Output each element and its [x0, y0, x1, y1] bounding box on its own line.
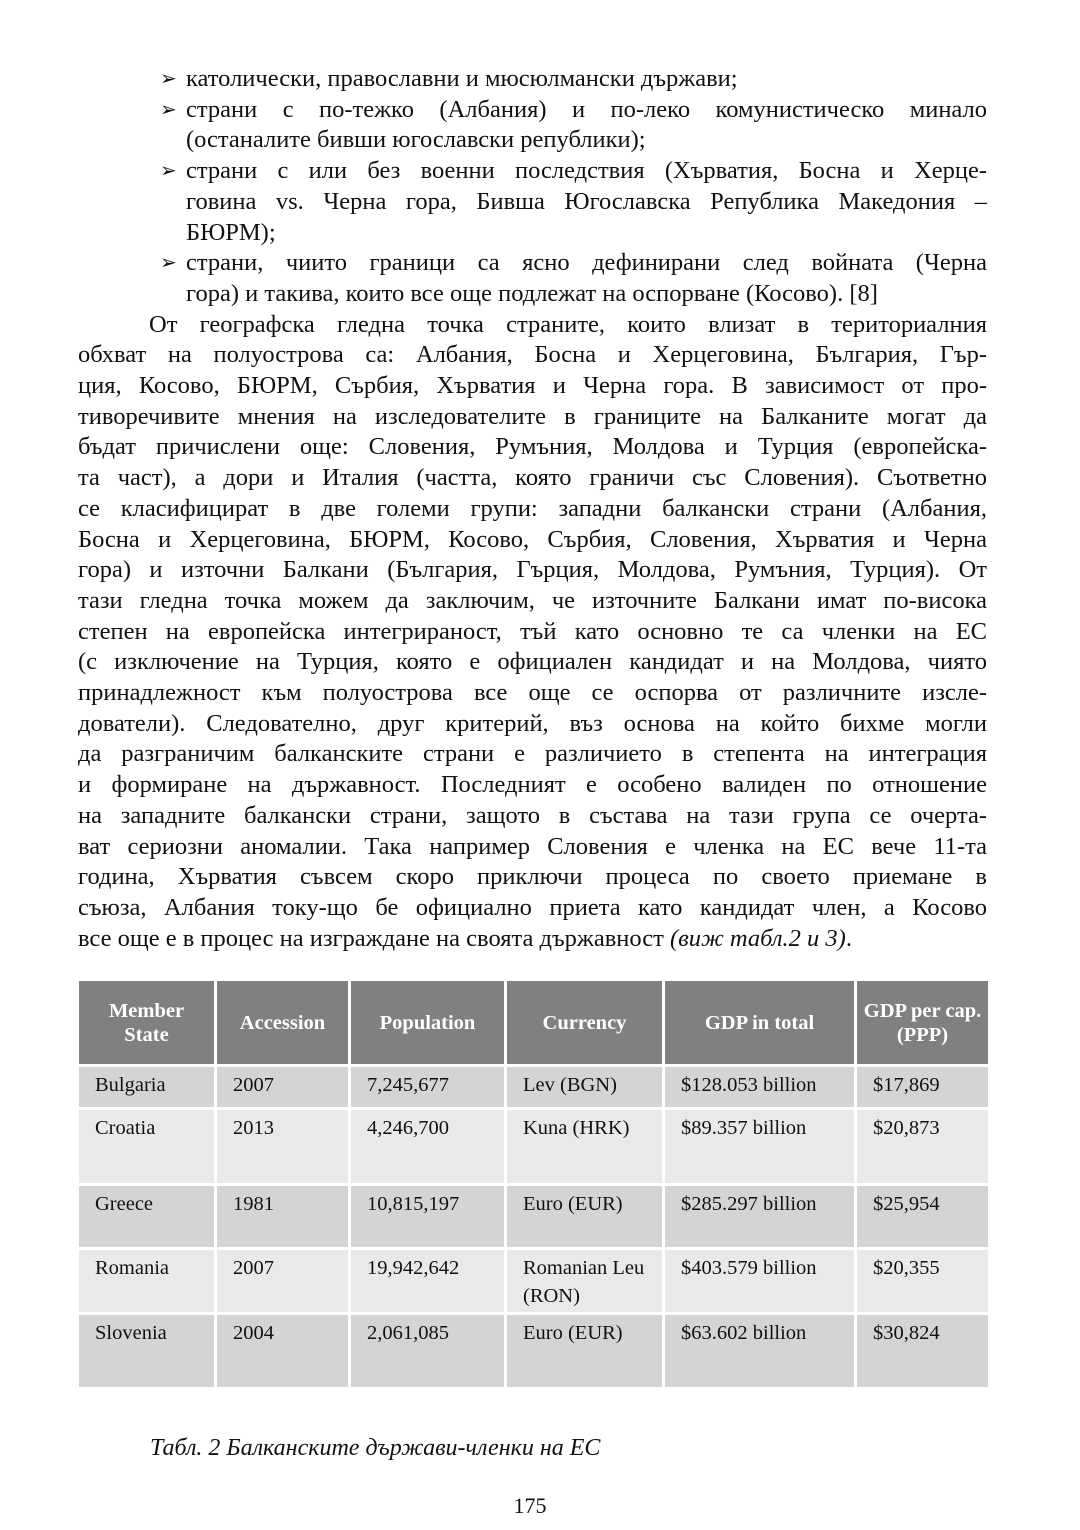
table-cell: Greece — [79, 1186, 214, 1247]
paragraph-last-line — [78, 924, 987, 955]
column-header: Member State — [79, 981, 214, 1064]
bullet-text — [186, 95, 987, 156]
table-cell: Euro (EUR) — [507, 1315, 662, 1387]
column-header: Accession — [217, 981, 348, 1064]
table-cell: $17,869 — [857, 1067, 988, 1107]
table-cell: Romanian Leu (RON) — [507, 1250, 662, 1312]
bullet-item — [78, 95, 987, 156]
table-caption: Табл. 2 Балканските държави-членки на ЕС — [150, 1435, 601, 1461]
arrow-bullet-icon: ➢ — [160, 252, 177, 275]
bullet-list — [78, 64, 987, 310]
bullet-text — [186, 156, 987, 248]
page-number: 175 — [513, 1493, 547, 1518]
last-line-text: все още е в процес на изграждане на своята държавност — [78, 924, 670, 952]
table-header-row — [79, 981, 988, 1064]
text-line: (останалите бивши югославски републики); — [186, 126, 646, 154]
text-line: ция, Косово, БЮРМ, Сърбия, Хърватия и Черна гора. В зависимост от про- — [78, 372, 987, 400]
bullet-item — [78, 64, 987, 95]
column-header: Currency — [507, 981, 662, 1064]
table-cell: 7,245,677 — [351, 1067, 504, 1107]
text-line: дователи). Следователно, друг критерий, въз основа на който бихме могли — [78, 709, 987, 737]
text-line: тази гледна точка можем да заключим, че източните Балкани имат по-висока — [78, 586, 987, 614]
table-row — [79, 1067, 988, 1107]
table-cell: $30,824 — [857, 1315, 988, 1387]
text-line: гора) и такива, които все още подлежат на оспорване (Косово). [8] — [186, 279, 878, 307]
text-line: ват сериозни аномалии. Така например Словения е членка на ЕС вече 11-та — [78, 832, 987, 860]
table-cell: $285.297 billion — [665, 1186, 854, 1247]
last-line-end: . — [845, 924, 852, 952]
column-header: GDP per cap. (PPP) — [857, 981, 988, 1064]
text-line: та част), а дори и Италия (частта, която граничи със Словения). Съответно — [78, 464, 987, 492]
table-cell: $403.579 billion — [665, 1250, 854, 1312]
bullet-item — [78, 156, 987, 248]
text-line: страни с по-тежко (Албания) и по-леко комунистическо минало — [186, 95, 987, 123]
table-cell: Croatia — [79, 1110, 214, 1183]
table-cell: 10,815,197 — [351, 1186, 504, 1247]
text-line: От географска гледна точка страните, които влизат в териториалния — [149, 310, 987, 338]
text-line: принадлежност към полуострова все още се оспорва от различните изсле- — [78, 679, 987, 707]
table-reference: (виж табл.2 и 3) — [669, 924, 846, 952]
text-line: католически, православни и мюсюлмански държави; — [186, 65, 738, 92]
text-line: обхват на полуострова са: Албания, Босна и Херцеговина, България, Гър- — [78, 341, 987, 369]
text-line: (с изключение на Турция, която е официален кандидат и на Молдова, чиято — [78, 648, 987, 676]
table-cell: Bulgaria — [79, 1067, 214, 1107]
text-line: съюза, Албания току-що бе официално приета като кандидат член, а Косово — [78, 893, 987, 921]
column-header: Population — [351, 981, 504, 1064]
table-cell: 2004 — [217, 1315, 348, 1387]
table-row — [79, 1250, 988, 1312]
table-cell: 2013 — [217, 1110, 348, 1183]
text-line: страни с или без военни последствия (Хърватия, Босна и Херце- — [186, 157, 987, 185]
table-cell: Slovenia — [79, 1315, 214, 1387]
table-cell: $89.357 billion — [665, 1110, 854, 1183]
table-cell: 19,942,642 — [351, 1250, 504, 1312]
table-cell: Romania — [79, 1250, 214, 1312]
bullet-item — [78, 248, 987, 309]
text-line: година, Хърватия съвсем скоро приключи процеса по своето приемане в — [78, 863, 987, 891]
bullet-text — [186, 248, 987, 309]
text-line: Босна и Херцеговина, БЮРМ, Косово, Сърбия, Словения, Хърватия и Черна — [78, 525, 987, 553]
arrow-bullet-icon: ➢ — [160, 68, 177, 90]
table-cell: 2,061,085 — [351, 1315, 504, 1387]
table-row — [79, 1186, 988, 1247]
text-line: на западните балкански страни, защото в състава на тази група се очерта- — [78, 801, 987, 829]
table-cell: $20,355 — [857, 1250, 988, 1312]
paragraph — [78, 310, 987, 924]
table-cell: 1981 — [217, 1186, 348, 1247]
text-line: се класифицират в две големи групи: западни балкански страни (Албания, — [78, 494, 987, 522]
arrow-bullet-icon: ➢ — [160, 160, 177, 183]
table-cell: $25,954 — [857, 1186, 988, 1247]
body-text — [78, 64, 987, 954]
table-cell: 4,246,700 — [351, 1110, 504, 1183]
member-states-table — [76, 978, 991, 1390]
table-row — [79, 1110, 988, 1183]
table-cell: Euro (EUR) — [507, 1186, 662, 1247]
text-line: гора) и източни Балкани (България, Гърция, Молдова, Румъния, Турция). От — [78, 556, 987, 584]
table-cell: 2007 — [217, 1250, 348, 1312]
text-line: да разграничим балканските страни е различието в степента на интеграция — [78, 740, 987, 768]
text-line: тиворечивите мнения на изследователите в границите на Балканите могат да — [78, 402, 987, 430]
table-cell: $63.602 billion — [665, 1315, 854, 1387]
table-cell: $20,873 — [857, 1110, 988, 1183]
text-line: степен на европейска интегрираност, тъй като основно те са членки на ЕС — [78, 617, 987, 645]
text-line: говина vs. Черна гора, Бивша Югославска Република Македония – — [186, 187, 987, 215]
table-cell: Kuna (HRK) — [507, 1110, 662, 1183]
text-line: страни, чиито граници са ясно дефинирани след войната (Черна — [186, 249, 987, 277]
text-line: БЮРМ); — [186, 218, 276, 246]
column-header: GDP in total — [665, 981, 854, 1064]
table-row — [79, 1315, 988, 1387]
table-cell: $128.053 billion — [665, 1067, 854, 1107]
arrow-bullet-icon: ➢ — [160, 98, 177, 121]
table-cell: 2007 — [217, 1067, 348, 1107]
text-line: и формиране на държавност. Последният е особено валиден по отношение — [78, 771, 987, 799]
table-cell: Lev (BGN) — [507, 1067, 662, 1107]
text-line: бъдат причислени още: Словения, Румъния, Молдова и Турция (европейска- — [78, 433, 987, 461]
bullet-text — [186, 64, 987, 95]
